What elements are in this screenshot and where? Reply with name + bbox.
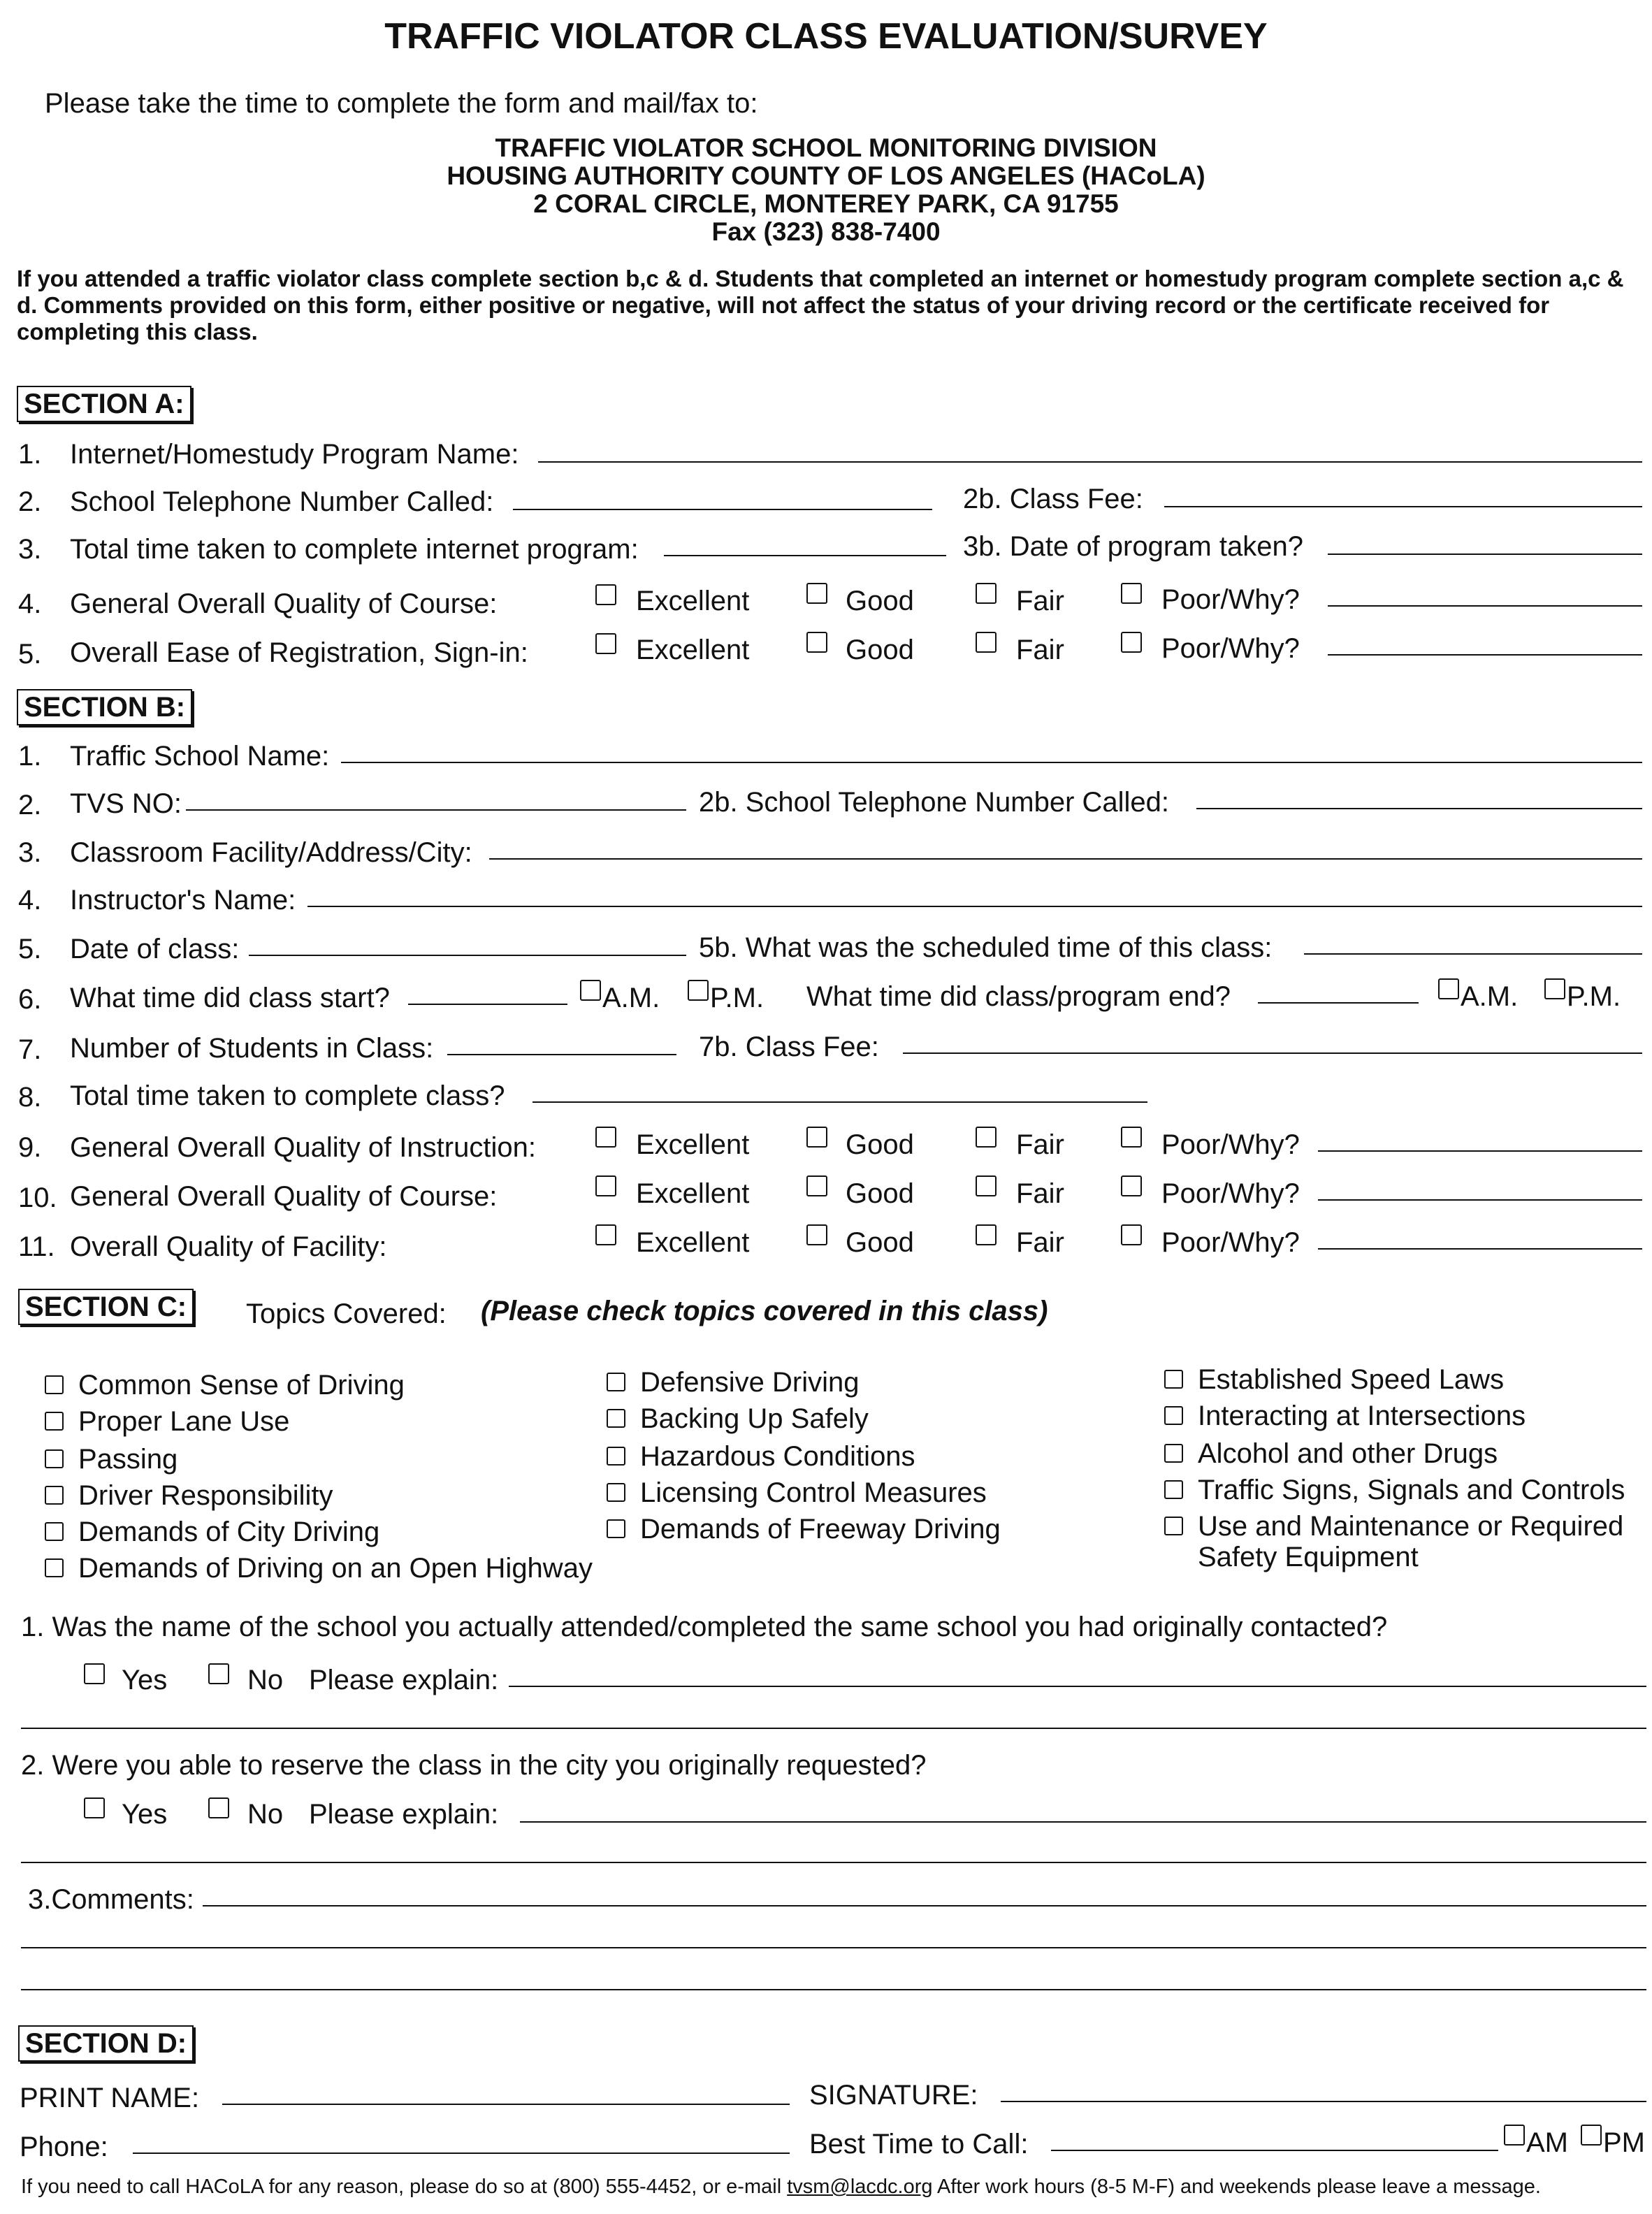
reserve-city-yes-checkbox[interactable] — [84, 1797, 105, 1818]
footer-email-link[interactable]: tvsm@lacdc.org — [787, 2176, 933, 2198]
section-b-q6-label: What time did class start? — [70, 983, 390, 1013]
b10-excellent-checkbox[interactable] — [595, 1175, 616, 1196]
section-b-q1-num: 1. — [18, 741, 42, 772]
topic-hazardous-conditions-checkbox[interactable] — [607, 1447, 625, 1466]
b9-excellent-label: Excellent — [636, 1129, 750, 1160]
topic-speed-laws-label: Established Speed Laws — [1198, 1364, 1505, 1395]
address-line-1: TRAFFIC VIOLATOR SCHOOL MONITORING DIVISION — [495, 133, 1157, 162]
section-b-q10-num: 10. — [18, 1182, 57, 1213]
start-am-checkbox[interactable] — [580, 980, 601, 1001]
section-b-q8-label: Total time taken to complete class? — [70, 1080, 505, 1111]
b10-fair-checkbox[interactable] — [976, 1175, 997, 1196]
section-a-q1-num: 1. — [18, 439, 42, 470]
signature-label: SIGNATURE: — [809, 2080, 978, 2111]
b11-good-checkbox[interactable] — [806, 1224, 827, 1245]
b10-excellent-label: Excellent — [636, 1178, 750, 1209]
topic-open-highway-checkbox[interactable] — [45, 1558, 64, 1577]
topic-speed-laws-checkbox[interactable] — [1164, 1370, 1183, 1389]
b11-poor-why-field[interactable] — [1318, 1248, 1642, 1250]
topic-common-sense-label: Common Sense of Driving — [78, 1370, 405, 1401]
a5-good-label: Good — [846, 635, 914, 665]
b10-poor-label: Poor/Why? — [1161, 1178, 1300, 1209]
b10-good-label: Good — [846, 1178, 914, 1209]
page-title: TRAFFIC VIOLATOR CLASS EVALUATION/SURVEY — [384, 16, 1268, 57]
reserve-city-explain-field-2[interactable] — [21, 1862, 1646, 1863]
scheduled-time-field[interactable] — [1304, 953, 1642, 955]
start-pm-checkbox[interactable] — [688, 980, 709, 1001]
end-pm-checkbox[interactable] — [1544, 978, 1565, 999]
topic-open-highway-label: Demands of Driving on an Open Highway — [78, 1553, 593, 1584]
b11-poor-checkbox[interactable] — [1121, 1224, 1142, 1245]
topic-lane-use-checkbox[interactable] — [45, 1412, 64, 1431]
a5-fair-checkbox[interactable] — [976, 632, 997, 653]
print-name-field[interactable] — [222, 2104, 790, 2105]
section-b-q9-num: 9. — [18, 1132, 42, 1163]
a4-good-checkbox[interactable] — [806, 583, 827, 604]
topic-passing-label: Passing — [78, 1444, 178, 1475]
reserve-city-no-label: No — [247, 1799, 284, 1830]
classroom-address-field[interactable] — [489, 858, 1642, 860]
b11-fair-checkbox[interactable] — [976, 1224, 997, 1245]
phone-label: Phone: — [20, 2132, 108, 2162]
section-b-q6-num: 6. — [18, 984, 42, 1015]
section-b-q7b-label: 7b. Class Fee: — [699, 1032, 879, 1062]
class-fee-field[interactable] — [1164, 506, 1642, 507]
b9-poor-checkbox[interactable] — [1121, 1127, 1142, 1148]
class-end-label: What time did class/program end? — [806, 981, 1231, 1012]
reserve-city-yes-label: Yes — [122, 1799, 168, 1830]
a5-poor-label: Poor/Why? — [1161, 633, 1300, 664]
school-same-explain-field-2[interactable] — [21, 1728, 1646, 1729]
section-a-q2-num: 2. — [18, 486, 42, 517]
topic-alcohol-drugs-label: Alcohol and other Drugs — [1198, 1438, 1498, 1469]
a4-poor-why-field[interactable] — [1328, 605, 1642, 607]
class-end-time-field[interactable] — [1258, 1002, 1419, 1004]
section-b-q2-label: TVS NO: — [70, 788, 182, 819]
start-pm-label: P.M. — [710, 983, 765, 1013]
section-a-q3-label: Total time taken to complete internet program: — [70, 534, 639, 565]
section-a-q5-label: Overall Ease of Registration, Sign-in: — [70, 637, 528, 668]
section-b-q10-label: General Overall Quality of Course: — [70, 1181, 498, 1212]
topic-safety-equipment-checkbox[interactable] — [1164, 1517, 1183, 1535]
b9-poor-label: Poor/Why? — [1161, 1129, 1300, 1160]
a5-good-checkbox[interactable] — [806, 632, 827, 653]
section-b-q8-num: 8. — [18, 1082, 42, 1113]
topic-backing-up-label: Backing Up Safely — [640, 1403, 869, 1434]
section-a-q2-label: School Telephone Number Called: — [70, 486, 494, 517]
topic-traffic-signs-label: Traffic Signs, Signals and Controls — [1198, 1475, 1625, 1505]
a4-excellent-checkbox[interactable] — [595, 584, 616, 605]
section-d-label: SECTION D: — [18, 2025, 194, 2062]
school-same-explain-field[interactable] — [509, 1686, 1646, 1687]
b11-poor-label: Poor/Why? — [1161, 1227, 1300, 1258]
section-b-q4-num: 4. — [18, 885, 42, 916]
section-b-q11-label: Overall Quality of Facility: — [70, 1231, 387, 1262]
end-am-checkbox[interactable] — [1438, 978, 1459, 999]
program-date-field[interactable] — [1328, 554, 1642, 555]
signature-field[interactable] — [1001, 2101, 1646, 2102]
section-a-label: SECTION A: — [17, 386, 191, 422]
b9-fair-label: Fair — [1016, 1129, 1064, 1160]
b10-poor-why-field[interactable] — [1318, 1199, 1642, 1201]
school-same-question: 1. Was the name of the school you actually attended/completed the same school you had originally contacted? — [21, 1612, 1388, 1642]
b9-excellent-checkbox[interactable] — [595, 1127, 616, 1148]
topic-city-driving-checkbox[interactable] — [45, 1522, 64, 1541]
section-b-q2b-label: 2b. School Telephone Number Called: — [699, 787, 1170, 818]
section-a-q4-num: 4. — [18, 588, 42, 619]
b9-poor-why-field[interactable] — [1318, 1150, 1642, 1152]
a5-excellent-checkbox[interactable] — [595, 633, 616, 654]
section-b-q5b-label: 5b. What was the scheduled time of this class: — [699, 932, 1273, 963]
section-b-q9-label: General Overall Quality of Instruction: — [70, 1132, 536, 1163]
topics-covered-note: (Please check topics covered in this class) — [481, 1296, 1048, 1326]
b10-fair-label: Fair — [1016, 1178, 1064, 1209]
a4-fair-checkbox[interactable] — [976, 583, 997, 604]
footer-note — [21, 2175, 1541, 2199]
a4-poor-checkbox[interactable] — [1121, 583, 1142, 604]
phone-field[interactable] — [133, 2152, 790, 2154]
footer-text-2: After work hours (8-5 M-F) and weekends please leave a message. — [932, 2176, 1541, 2198]
start-am-label: A.M. — [602, 983, 660, 1013]
b11-excellent-checkbox[interactable] — [595, 1224, 616, 1245]
section-b-q2-num: 2. — [18, 790, 42, 820]
fax-line: Fax (323) 838-7400 — [711, 217, 941, 246]
b11-good-label: Good — [846, 1227, 914, 1258]
topic-licensing-checkbox[interactable] — [607, 1483, 625, 1502]
comments-field-1[interactable] — [203, 1905, 1646, 1906]
topic-freeway-driving-checkbox[interactable] — [607, 1519, 625, 1538]
b-school-phone-field[interactable] — [1196, 808, 1642, 809]
intro-paragraph: If you attended a traffic violator class complete section b,c & d. Students that completed an internet or homestudy program complete section a,c & d. Comments provided on this form, either positive or negative, will not affect the status of your driving record or the certificate received for completing this class. — [17, 266, 1624, 345]
comments-field-2[interactable] — [21, 1947, 1646, 1948]
section-b-q3-num: 3. — [18, 837, 42, 868]
b-class-fee-field[interactable] — [903, 1052, 1642, 1054]
section-a-q4-label: General Overall Quality of Course: — [70, 588, 498, 619]
section-b-q11-num: 11. — [18, 1231, 55, 1262]
topic-passing-checkbox[interactable] — [45, 1449, 64, 1468]
section-b-q1-label: Traffic School Name: — [70, 741, 330, 772]
topic-lane-use-label: Proper Lane Use — [78, 1406, 290, 1437]
section-b-q7-label: Number of Students in Class: — [70, 1033, 434, 1064]
school-same-no-label: No — [247, 1665, 284, 1695]
section-b-q5-num: 5. — [18, 934, 42, 964]
topic-safety-equipment-label: Use and Maintenance or Required — [1198, 1511, 1624, 1542]
instructor-name-field[interactable] — [307, 906, 1642, 907]
a5-excellent-label: Excellent — [636, 635, 750, 665]
b9-good-checkbox[interactable] — [806, 1127, 827, 1148]
section-a-q3b-label: 3b. Date of program taken? — [963, 531, 1303, 562]
topic-backing-up-checkbox[interactable] — [607, 1409, 625, 1428]
b11-excellent-label: Excellent — [636, 1227, 750, 1258]
topic-freeway-driving-label: Demands of Freeway Driving — [640, 1514, 1001, 1544]
topic-intersections-label: Interacting at Intersections — [1198, 1401, 1526, 1431]
topic-alcohol-drugs-checkbox[interactable] — [1164, 1444, 1183, 1463]
a5-poor-why-field[interactable] — [1328, 654, 1642, 656]
section-b-q7-num: 7. — [18, 1034, 42, 1065]
a4-poor-label: Poor/Why? — [1161, 584, 1300, 615]
b10-poor-checkbox[interactable] — [1121, 1175, 1142, 1196]
topic-driver-responsibility-label: Driver Responsibility — [78, 1480, 333, 1511]
school-same-no-checkbox[interactable] — [208, 1663, 229, 1684]
school-same-yes-checkbox[interactable] — [84, 1663, 105, 1684]
school-phone-field[interactable] — [513, 509, 932, 510]
topic-intersections-checkbox[interactable] — [1164, 1406, 1183, 1425]
mail-instruction: Please take the time to complete the form and mail/fax to: — [45, 88, 758, 119]
section-b-label: SECTION B: — [17, 689, 192, 725]
best-time-label: Best Time to Call: — [809, 2129, 1029, 2159]
class-date-field[interactable] — [249, 955, 686, 956]
section-c-label: SECTION C: — [18, 1289, 194, 1325]
best-time-am-checkbox[interactable] — [1504, 2125, 1525, 2146]
footer-text-1: If you need to call HACoLA for any reason, please do so at (800) 555-4452, or e-mail — [21, 2176, 788, 2198]
topic-defensive-driving-label: Defensive Driving — [640, 1367, 860, 1398]
school-same-yes-label: Yes — [122, 1665, 168, 1695]
best-time-pm-checkbox[interactable] — [1581, 2125, 1602, 2146]
section-a-q3-num: 3. — [18, 534, 42, 565]
school-same-explain-label: Please explain: — [309, 1665, 499, 1695]
time-taken-field[interactable] — [664, 555, 946, 556]
class-start-time-field[interactable] — [408, 1004, 567, 1005]
a4-good-label: Good — [846, 586, 914, 616]
address-line-3: 2 CORAL CIRCLE, MONTEREY PARK, CA 91755 — [533, 189, 1119, 218]
topic-city-driving-label: Demands of City Driving — [78, 1517, 380, 1547]
section-a-q2b-label: 2b. Class Fee: — [963, 484, 1143, 514]
reserve-city-explain-label: Please explain: — [309, 1799, 499, 1830]
program-name-field[interactable] — [538, 461, 1642, 463]
b9-fair-checkbox[interactable] — [976, 1127, 997, 1148]
section-b-q4-label: Instructor's Name: — [70, 885, 296, 916]
comments-field-3[interactable] — [21, 1989, 1646, 1990]
traffic-school-name-field[interactable] — [341, 762, 1642, 763]
topic-traffic-signs-checkbox[interactable] — [1164, 1480, 1183, 1499]
address-line-2: HOUSING AUTHORITY COUNTY OF LOS ANGELES (HACoLA) — [447, 161, 1205, 190]
reserve-city-explain-field[interactable] — [520, 1821, 1646, 1823]
best-time-pm-label: PM — [1603, 2127, 1645, 2158]
a5-poor-checkbox[interactable] — [1121, 632, 1142, 653]
reserve-city-question: 2. Were you able to reserve the class in the city you originally requested? — [21, 1750, 927, 1781]
print-name-label: PRINT NAME: — [20, 2083, 200, 2113]
tvs-no-field[interactable] — [186, 809, 686, 811]
topic-common-sense-checkbox[interactable] — [45, 1375, 64, 1394]
reserve-city-no-checkbox[interactable] — [208, 1797, 229, 1818]
best-time-field[interactable] — [1051, 2150, 1498, 2151]
section-b-q3-label: Classroom Facility/Address/City: — [70, 837, 472, 868]
section-a-q5-num: 5. — [18, 639, 42, 670]
b11-fair-label: Fair — [1016, 1227, 1064, 1258]
comments-label: 3.Comments: — [28, 1884, 194, 1915]
section-b-q5-label: Date of class: — [70, 934, 240, 964]
end-am-label: A.M. — [1461, 981, 1519, 1012]
time-to-complete-class-field[interactable] — [532, 1101, 1147, 1103]
best-time-am-label: AM — [1526, 2127, 1568, 2158]
number-of-students-field[interactable] — [447, 1054, 676, 1055]
topic-driver-responsibility-checkbox[interactable] — [45, 1486, 64, 1505]
topic-safety-equipment-label-2: Safety Equipment — [1198, 1542, 1419, 1572]
b10-good-checkbox[interactable] — [806, 1175, 827, 1196]
topic-defensive-driving-checkbox[interactable] — [607, 1373, 625, 1391]
a4-fair-label: Fair — [1016, 586, 1064, 616]
b9-good-label: Good — [846, 1129, 914, 1160]
a5-fair-label: Fair — [1016, 635, 1064, 665]
topics-covered-label: Topics Covered: — [246, 1298, 447, 1329]
topic-hazardous-conditions-label: Hazardous Conditions — [640, 1441, 915, 1472]
a4-excellent-label: Excellent — [636, 586, 750, 616]
topic-licensing-label: Licensing Control Measures — [640, 1477, 987, 1508]
section-a-q1-label: Internet/Homestudy Program Name: — [70, 439, 519, 470]
end-pm-label: P.M. — [1567, 981, 1621, 1012]
